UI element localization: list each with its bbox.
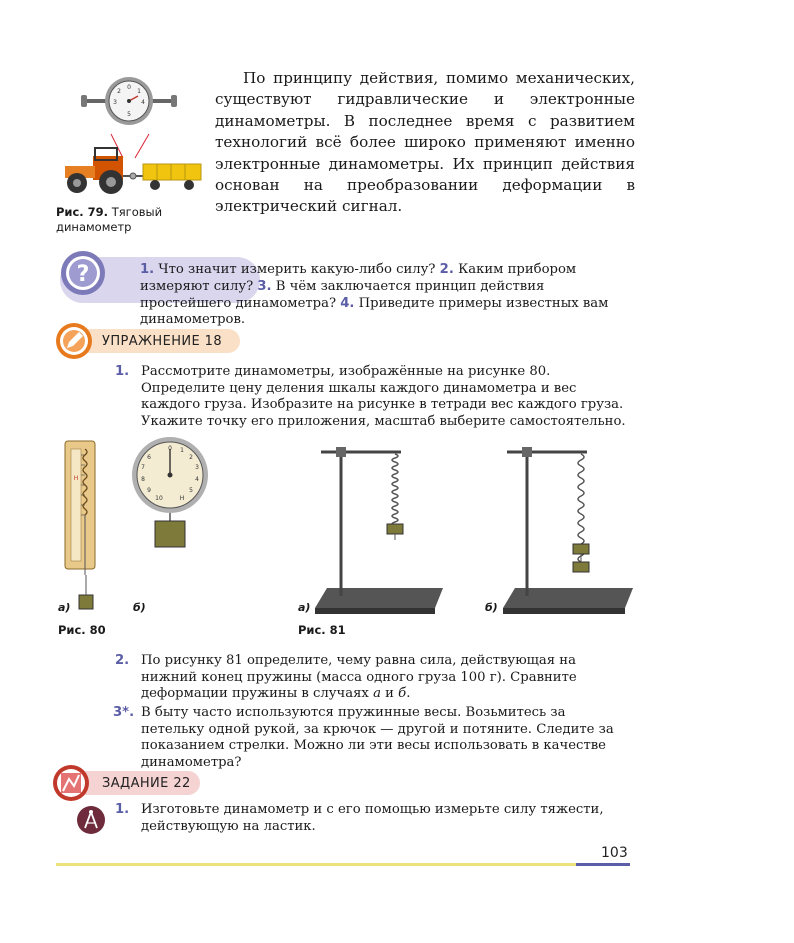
intro-paragraph <box>215 68 635 218</box>
question-text: Каким прибором измеряют силу? <box>140 262 577 294</box>
gauge-79-num: 4 <box>141 99 145 106</box>
question-number: 3. <box>257 278 272 294</box>
compass-icon <box>76 805 106 835</box>
question-text: Приведите примеры известных вам динамометров. <box>140 295 609 328</box>
task-1 <box>115 364 631 430</box>
figure-80 <box>55 435 225 615</box>
task-number: 1. <box>115 364 130 379</box>
figure-79-label: Рис. 79. <box>56 205 109 219</box>
question-number: 4. <box>340 295 355 311</box>
gauge-79-num: 1 <box>137 88 141 95</box>
fig81-a-label: а) <box>298 601 311 614</box>
dial-80-num: 10 <box>155 495 163 502</box>
scale-80a-unit: Н <box>73 475 79 482</box>
intro-text: По принципу действия, помимо механических, существуют гидравлические и электронные динамометры. В последнее время с развитием технологий всё более широко применяют именно электронные динамометры. Их принцип действия основан на преобразовании деформации в электрический сигнал. <box>215 69 635 216</box>
gauge-79-num: 5 <box>127 111 131 118</box>
dial-80-unit: Н <box>179 495 185 502</box>
questions-text <box>140 262 630 329</box>
dial-80-num: 5 <box>189 487 193 494</box>
task-number: 2. <box>115 653 130 668</box>
assignment-task-1 <box>115 802 631 835</box>
svg-text:?: ? <box>76 262 90 287</box>
dial-80-num: 2 <box>189 454 193 461</box>
question-icon <box>60 250 106 296</box>
task-text: Рассмотрите динамометры, изображённые на рисунке 80. Определите цену деления шкалы каждого динамометра и вес каждого груза. Изобразите на рисунке в тетради вес каждого груза. Укажите точку его приложения, масштаб выберите самостоятельно. <box>141 364 626 429</box>
pencil-icon <box>55 322 93 360</box>
question-number: 1. <box>140 262 155 277</box>
dial-80-num: 1 <box>180 447 184 454</box>
figure-80-label: Рис. 80 <box>58 623 106 637</box>
figure-81 <box>305 438 645 618</box>
question-text: В чём заключается принцип действия простейшего динамометра? <box>140 278 545 311</box>
period: . <box>406 686 411 702</box>
task-2 <box>115 653 631 703</box>
conjunction: и <box>385 686 394 702</box>
fig80-b-label: б) <box>133 601 146 614</box>
footer-line-accent <box>576 863 630 866</box>
dial-80-num: 7 <box>141 464 145 471</box>
gauge-79-num: 0 <box>127 84 131 91</box>
dial-80-num: 6 <box>147 454 151 461</box>
case-a: а <box>373 686 381 702</box>
dial-80-num: 9 <box>147 487 151 494</box>
task-number: 1. <box>115 802 130 817</box>
assignment-title: ЗАДАНИЕ 22 <box>102 776 191 791</box>
figure-81-label: Рис. 81 <box>298 623 346 637</box>
figure-81-caption <box>298 623 346 638</box>
dial-80-num: 8 <box>141 476 145 483</box>
dial-80-num: 4 <box>195 476 199 483</box>
gauge-79-num: 2 <box>117 88 121 95</box>
dial-80-num: 3 <box>195 464 199 471</box>
task-text: По рисунку 81 определите, чему равна сила, действующая на нижний конец пружины (масса одного груза 100 г). Сравните деформации пружины в случаях <box>141 653 577 702</box>
case-b: б <box>398 686 407 702</box>
figure-79-caption <box>56 205 196 235</box>
task-number: 3*. <box>113 705 135 720</box>
figure-79 <box>55 66 205 201</box>
fig81-b-label: б) <box>485 601 498 614</box>
question-text: Что значит измерить какую-либо силу? <box>158 262 436 277</box>
question-number: 2. <box>439 262 454 277</box>
footer-line-yellow <box>56 863 576 866</box>
task-text: Изготовьте динамометр и с его помощью измерьте силу тяжести, действующую на ластик. <box>141 802 604 834</box>
exercise-title: УПРАЖНЕНИЕ 18 <box>102 334 223 349</box>
gauge-79-num: 3 <box>113 99 117 106</box>
dial-80-num: 0 <box>168 445 172 452</box>
task-3 <box>113 705 631 771</box>
figure-79-caption-text: Тяговый динамометр <box>56 205 163 234</box>
diagram-icon <box>52 764 90 802</box>
task-text: В быту часто используются пружинные весы. Возьмитесь за петельку одной рукой, за крючок — другой и потяните. Следите за показанием стрелки. Можно ли эти весы использовать в качестве динамометра? <box>141 705 614 770</box>
page-number: 103 <box>601 845 628 861</box>
figure-80-caption <box>58 623 106 638</box>
fig80-a-label: а) <box>58 601 71 614</box>
